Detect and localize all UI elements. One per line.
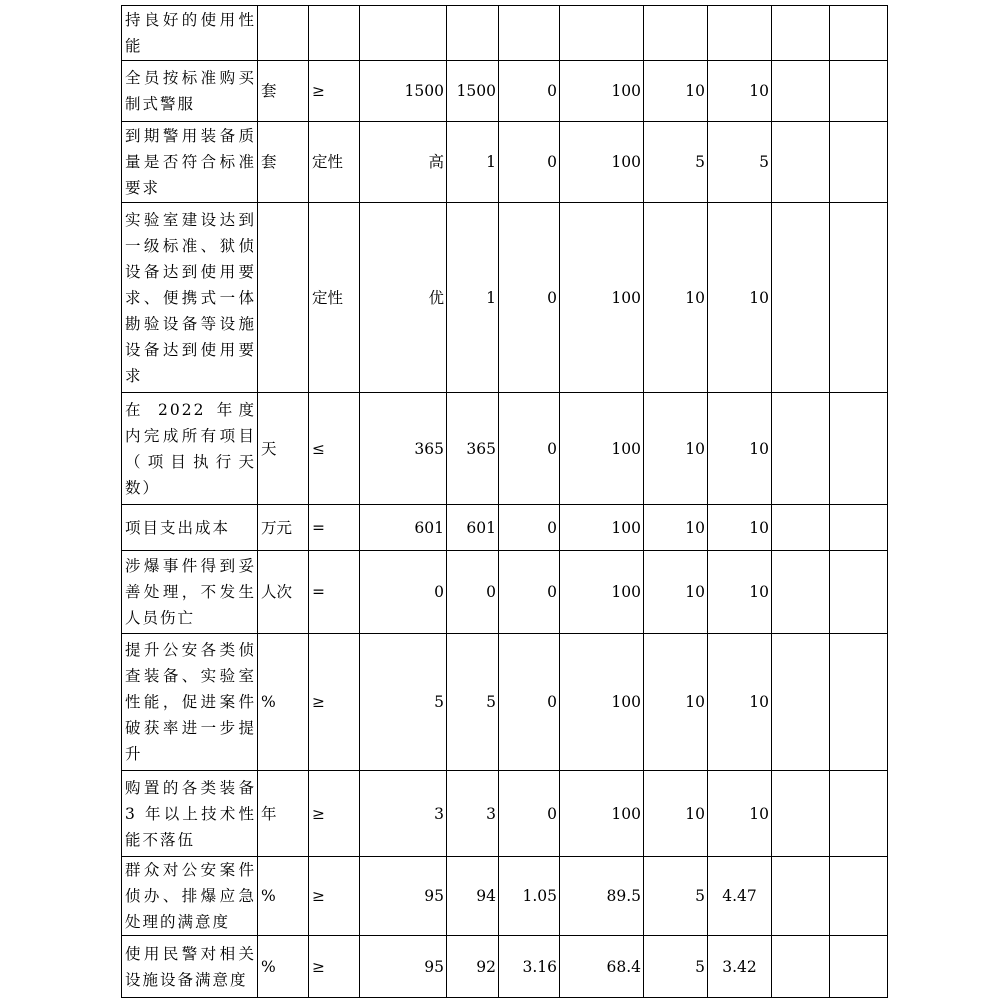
blank-cell — [830, 551, 888, 634]
operator-cell: ≥ — [309, 857, 360, 936]
unit-cell: % — [258, 634, 309, 771]
deviation-cell: 0 — [499, 634, 560, 771]
operator-cell: ≥ — [309, 634, 360, 771]
table-row — [122, 203, 888, 393]
deviation-cell: 0 — [499, 61, 560, 122]
indicator-cell: 到期警用装备质量是否符合标准要求 — [122, 122, 258, 203]
weight-cell: 5 — [644, 936, 708, 998]
unit-cell — [258, 203, 309, 393]
target-value-cell: 95 — [360, 857, 447, 936]
blank-cell — [830, 857, 888, 936]
blank-cell — [772, 203, 830, 393]
score-cell: 10 — [708, 634, 772, 771]
blank-cell — [830, 393, 888, 505]
deviation-cell: 0 — [499, 551, 560, 634]
deviation-cell: 0 — [499, 393, 560, 505]
weight-cell — [644, 6, 708, 61]
score-cell: 5 — [708, 122, 772, 203]
indicator-cell: 涉爆事件得到妥善处理，不发生人员伤亡 — [122, 551, 258, 634]
table-row — [122, 634, 888, 771]
indicator-cell: 全员按标准购买制式警服 — [122, 61, 258, 122]
indicator-cell: 项目支出成本 — [122, 505, 258, 551]
blank-cell — [830, 61, 888, 122]
blank-cell — [830, 6, 888, 61]
unit-cell: % — [258, 857, 309, 936]
target-value-cell: 601 — [360, 505, 447, 551]
target-value-cell: 1500 — [360, 61, 447, 122]
blank-cell — [830, 936, 888, 998]
indicator-cell: 持良好的使用性能 — [122, 6, 258, 61]
table-row — [122, 61, 888, 122]
operator-cell: 定性 — [309, 203, 360, 393]
performance-indicator-table — [121, 5, 888, 998]
weight-cell: 10 — [644, 505, 708, 551]
indicator-cell: 使用民警对相关设施设备满意度 — [122, 936, 258, 998]
target-value-cell: 5 — [360, 634, 447, 771]
completion-rate-cell: 100 — [560, 122, 644, 203]
blank-cell — [772, 551, 830, 634]
blank-cell — [772, 393, 830, 505]
actual-value-cell: 1 — [447, 122, 499, 203]
score-cell: 4.47 — [708, 857, 772, 936]
unit-cell: 套 — [258, 122, 309, 203]
table-row — [122, 393, 888, 505]
unit-cell: 万元 — [258, 505, 309, 551]
weight-cell: 10 — [644, 393, 708, 505]
completion-rate-cell — [560, 6, 644, 61]
operator-cell: 定性 — [309, 122, 360, 203]
target-value-cell: 优 — [360, 203, 447, 393]
operator-cell: ≤ — [309, 393, 360, 505]
weight-cell: 5 — [644, 857, 708, 936]
table-row — [122, 505, 888, 551]
deviation-cell: 0 — [499, 122, 560, 203]
table-row — [122, 6, 888, 61]
blank-cell — [772, 6, 830, 61]
unit-cell: 人次 — [258, 551, 309, 634]
target-value-cell: 0 — [360, 551, 447, 634]
weight-cell: 10 — [644, 551, 708, 634]
weight-cell: 10 — [644, 771, 708, 857]
actual-value-cell: 5 — [447, 634, 499, 771]
actual-value-cell: 365 — [447, 393, 499, 505]
completion-rate-cell: 100 — [560, 505, 644, 551]
completion-rate-cell: 100 — [560, 634, 644, 771]
operator-cell — [309, 6, 360, 61]
completion-rate-cell: 100 — [560, 61, 644, 122]
blank-cell — [772, 634, 830, 771]
target-value-cell: 365 — [360, 393, 447, 505]
deviation-cell: 0 — [499, 771, 560, 857]
blank-cell — [772, 771, 830, 857]
deviation-cell: 1.05 — [499, 857, 560, 936]
target-value-cell: 高 — [360, 122, 447, 203]
target-value-cell: 95 — [360, 936, 447, 998]
deviation-cell: 3.16 — [499, 936, 560, 998]
operator-cell: = — [309, 505, 360, 551]
blank-cell — [772, 505, 830, 551]
indicator-cell: 群众对公安案件侦办、排爆应急处理的满意度 — [122, 857, 258, 936]
actual-value-cell: 92 — [447, 936, 499, 998]
indicator-cell: 购置的各类装备 3 年以上技术性能不落伍 — [122, 771, 258, 857]
table-body — [122, 6, 888, 998]
blank-cell — [772, 857, 830, 936]
score-cell: 10 — [708, 393, 772, 505]
unit-cell: 年 — [258, 771, 309, 857]
blank-cell — [830, 122, 888, 203]
unit-cell: 套 — [258, 61, 309, 122]
operator-cell: = — [309, 551, 360, 634]
performance-table-container — [121, 5, 887, 998]
table-row — [122, 771, 888, 857]
indicator-cell: 提升公安各类侦查装备、实验室性能，促进案件破获率进一步提升 — [122, 634, 258, 771]
table-row — [122, 122, 888, 203]
completion-rate-cell: 100 — [560, 393, 644, 505]
deviation-cell: 0 — [499, 505, 560, 551]
score-cell: 3.42 — [708, 936, 772, 998]
weight-cell: 10 — [644, 203, 708, 393]
actual-value-cell: 1500 — [447, 61, 499, 122]
operator-cell: ≥ — [309, 936, 360, 998]
weight-cell: 5 — [644, 122, 708, 203]
unit-cell — [258, 6, 309, 61]
score-cell: 10 — [708, 505, 772, 551]
completion-rate-cell: 68.4 — [560, 936, 644, 998]
actual-value-cell: 601 — [447, 505, 499, 551]
table-row — [122, 857, 888, 936]
operator-cell: ≥ — [309, 61, 360, 122]
indicator-cell: 在 2022 年度内完成所有项目（项目执行天数） — [122, 393, 258, 505]
deviation-cell: 0 — [499, 203, 560, 393]
blank-cell — [830, 771, 888, 857]
actual-value-cell: 3 — [447, 771, 499, 857]
weight-cell: 10 — [644, 61, 708, 122]
blank-cell — [830, 634, 888, 771]
score-cell: 10 — [708, 61, 772, 122]
unit-cell: 天 — [258, 393, 309, 505]
actual-value-cell: 94 — [447, 857, 499, 936]
blank-cell — [830, 203, 888, 393]
unit-cell: % — [258, 936, 309, 998]
actual-value-cell: 1 — [447, 203, 499, 393]
completion-rate-cell: 100 — [560, 203, 644, 393]
blank-cell — [830, 505, 888, 551]
target-value-cell: 3 — [360, 771, 447, 857]
deviation-cell — [499, 6, 560, 61]
completion-rate-cell: 100 — [560, 551, 644, 634]
blank-cell — [772, 936, 830, 998]
table-row — [122, 551, 888, 634]
target-value-cell — [360, 6, 447, 61]
table-row — [122, 936, 888, 998]
completion-rate-cell: 100 — [560, 771, 644, 857]
score-cell: 10 — [708, 551, 772, 634]
completion-rate-cell: 89.5 — [560, 857, 644, 936]
actual-value-cell — [447, 6, 499, 61]
score-cell: 10 — [708, 771, 772, 857]
blank-cell — [772, 122, 830, 203]
score-cell — [708, 6, 772, 61]
actual-value-cell: 0 — [447, 551, 499, 634]
indicator-cell: 实验室建设达到一级标准、狱侦设备达到使用要求、便携式一体勘验设备等设施设备达到使用要求 — [122, 203, 258, 393]
weight-cell: 10 — [644, 634, 708, 771]
operator-cell: ≥ — [309, 771, 360, 857]
score-cell: 10 — [708, 203, 772, 393]
blank-cell — [772, 61, 830, 122]
